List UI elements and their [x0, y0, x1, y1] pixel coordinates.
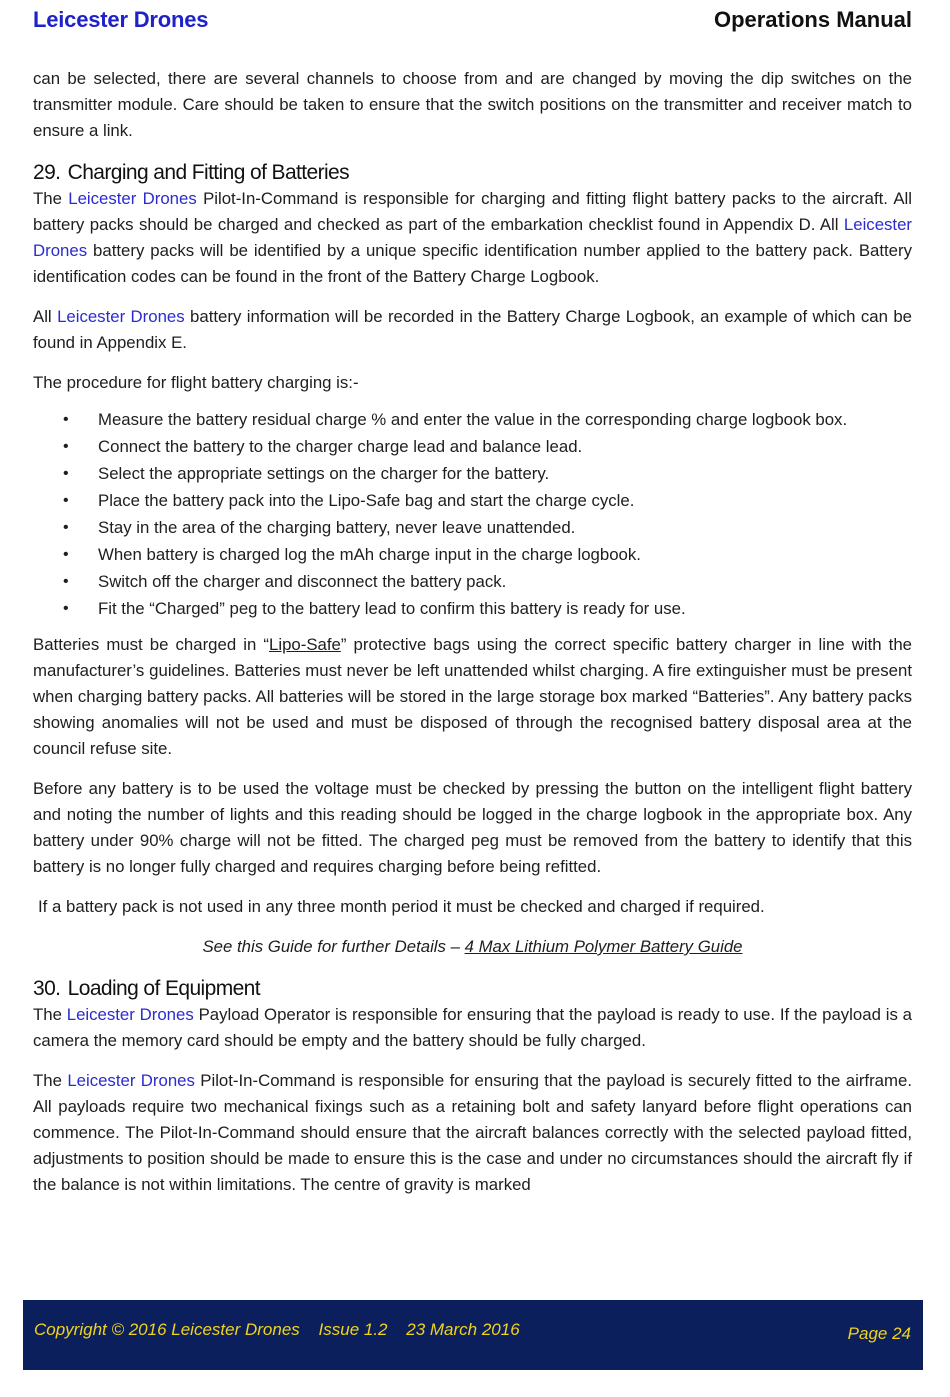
- brand-mention: Leicester Drones: [68, 189, 197, 208]
- text-run: The: [33, 1005, 67, 1024]
- text-run: battery information will be recorded in the Battery Charge Logbook, an example of which can be found in Appendix E.: [33, 307, 912, 352]
- brand-mention: Leicester Drones: [66, 1005, 194, 1024]
- bullet-icon: •: [63, 519, 69, 536]
- brand-mention: Leicester Drones: [57, 307, 185, 326]
- list-item-text: Select the appropriate settings on the charger for the battery.: [98, 464, 550, 483]
- procedure-list: [33, 406, 912, 622]
- section-29-heading: [33, 160, 912, 186]
- text-run: ” protective bags using the correct specific battery charger in line with the manufacturer’s guidelines. Batteries must never be left unattended whilst charging. A fire extinguisher must be present when charging battery packs. All batteries will be stored in the large storage box marked “Batteries”. Any battery packs showing anomalies will not be used and must be disposed of through the recognised battery disposal area at the council refuse site.: [33, 635, 912, 758]
- list-item: [33, 487, 912, 514]
- list-item: [33, 460, 912, 487]
- list-item-text: Stay in the area of the charging battery, never leave unattended.: [98, 518, 576, 537]
- text-run: The: [33, 1071, 68, 1090]
- section-29-paragraph-1: [33, 186, 912, 290]
- page-header: [33, 4, 912, 36]
- bullet-icon: •: [63, 600, 69, 617]
- list-item-text: Place the battery pack into the Lipo-Safe bag and start the charge cycle.: [98, 491, 635, 510]
- page-footer: [23, 1300, 923, 1370]
- list-item: [33, 568, 912, 595]
- footer-date: 23 March 2016: [406, 1320, 520, 1339]
- section-29-paragraph-6: If a battery pack is not used in any three month period it must be checked and charged if required.: [38, 897, 765, 916]
- text-run: Payload Operator is responsible for ensuring that the payload is ready to use. If the payload is a camera the memory card should be empty and the battery should be fully charged.: [33, 1005, 912, 1050]
- section-30-paragraph-1: [33, 1002, 912, 1054]
- footer-page-number: Page 24: [847, 1324, 911, 1343]
- lipo-safe-link[interactable]: Lipo-Safe: [269, 635, 341, 654]
- list-item-text: Fit the “Charged” peg to the battery lead to confirm this battery is ready for use.: [98, 599, 686, 618]
- section-30-heading: [33, 976, 912, 1002]
- intro-paragraph: can be selected, there are several channels to choose from and are changed by moving the dip switches on the transmitter module. Care should be taken to ensure that the switch positions on the transmitter and receiver match to ensure a link.: [33, 69, 912, 140]
- document-body: [33, 66, 912, 1212]
- list-item-text: Switch off the charger and disconnect the battery pack.: [98, 572, 507, 591]
- text-run: See this Guide for further Details –: [202, 937, 465, 956]
- text-run: The: [33, 189, 69, 208]
- footer-info: [34, 1320, 534, 1340]
- list-item: [33, 595, 912, 622]
- footer-copyright: Copyright © 2016 Leicester Drones: [34, 1320, 300, 1339]
- section-29-paragraph-4: [33, 632, 912, 762]
- list-item: [33, 541, 912, 568]
- text-run: battery packs will be identified by a unique specific identification number applied to the battery pack. Battery identification codes can be found in the front of the Battery Charge Logbook.: [33, 241, 912, 286]
- list-item-text: When battery is charged log the mAh charge input in the charge logbook.: [98, 545, 641, 564]
- footer-issue: Issue 1.2: [318, 1320, 388, 1339]
- header-brand: Leicester Drones: [33, 7, 209, 32]
- bullet-icon: •: [63, 465, 69, 482]
- bullet-icon: •: [63, 411, 69, 428]
- bullet-icon: •: [63, 573, 69, 590]
- bullet-icon: •: [63, 438, 69, 455]
- section-29-paragraph-5: Before any battery is to be used the voltage must be checked by pressing the button on the intelligent flight battery and noting the number of lights and this reading should be logged in the charge logbook in the appropriate box. Any battery under 90% charge will not be fitted. The charged peg must be removed from the battery to identify that this battery is no longer fully charged and requires charging before being refitted.: [33, 779, 912, 876]
- battery-guide-link[interactable]: 4 Max Lithium Polymer Battery Guide: [464, 937, 743, 956]
- section-29-number: 29.: [33, 161, 61, 184]
- text-run: All: [33, 307, 58, 326]
- brand-mention: Leicester Drones: [67, 1071, 195, 1090]
- guide-reference: [33, 934, 912, 960]
- list-item: [33, 406, 912, 433]
- section-29-title: Charging and Fitting of Batteries: [67, 161, 350, 184]
- text-run: Pilot-In-Command is responsible for ensuring that the payload is securely fitted to the airframe. All payloads require two mechanical fixings such as a retaining bolt and safety lanyard before flight operations can commence. The Pilot-In-Command should ensure that the aircraft balances correctly with the selected payload fitted, adjustments to position should be made to ensure this is the case and under no circumstances should the aircraft fly if the balance is not within limitations. The centre of gravity is marked: [33, 1071, 912, 1194]
- brand-mention: Leicester Drones: [33, 215, 912, 260]
- list-item: [33, 433, 912, 460]
- bullet-icon: •: [63, 546, 69, 563]
- section-30-title: Loading of Equipment: [67, 977, 260, 1000]
- section-29-paragraph-2: [33, 304, 912, 356]
- text-run: Pilot-In-Command is responsible for charging and fitting flight battery packs to the aircraft. All battery packs should be charged and checked as part of the embarkation checklist found in Appendix D. All: [33, 189, 912, 234]
- list-item-text: Connect the battery to the charger charge lead and balance lead.: [98, 437, 583, 456]
- text-run: Batteries must be charged in “: [33, 635, 270, 654]
- section-30-paragraph-2: [33, 1068, 912, 1198]
- list-item: [33, 514, 912, 541]
- procedure-intro: The procedure for flight battery charging is:-: [33, 373, 359, 392]
- list-item-text: Measure the battery residual charge % and enter the value in the corresponding charge logbook box.: [98, 410, 848, 429]
- section-30-number: 30.: [33, 977, 61, 1000]
- bullet-icon: •: [63, 492, 69, 509]
- header-title: Operations Manual: [713, 7, 912, 32]
